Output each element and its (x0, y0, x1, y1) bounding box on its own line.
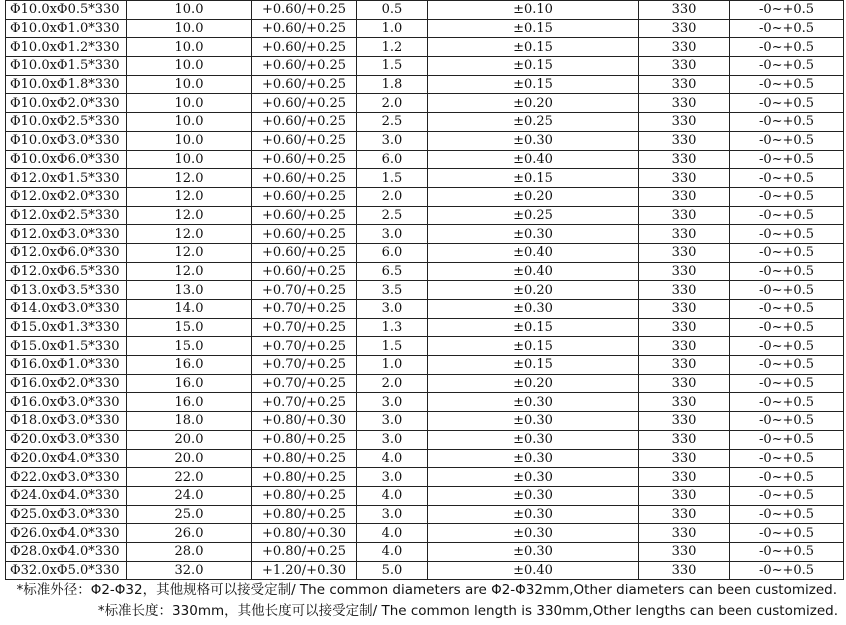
outer-diameter-cell: 24.0 (127, 486, 252, 505)
spec-cell: Φ15.0xΦ1.3*330 (6, 318, 127, 337)
spec-table-body (6, 1, 844, 580)
length-cell: 330 (639, 1, 730, 20)
id-tolerance-cell: ±0.40 (428, 150, 639, 169)
od-tolerance-cell: +0.60/+0.25 (252, 206, 357, 225)
inner-diameter-cell: 2.0 (357, 374, 428, 393)
od-tolerance-cell: +0.70/+0.25 (252, 281, 357, 300)
length-tolerance-cell: -0~+0.5 (730, 281, 844, 300)
length-tolerance-cell: -0~+0.5 (730, 468, 844, 487)
length-cell: 330 (639, 262, 730, 281)
inner-diameter-cell: 1.8 (357, 75, 428, 94)
table-row (6, 561, 844, 580)
id-tolerance-cell: ±0.15 (428, 38, 639, 57)
inner-diameter-cell: 2.0 (357, 187, 428, 206)
id-tolerance-cell: ±0.30 (428, 131, 639, 150)
table-row (6, 281, 844, 300)
length-cell: 330 (639, 318, 730, 337)
length-cell: 330 (639, 131, 730, 150)
outer-diameter-cell: 10.0 (127, 131, 252, 150)
spec-cell: Φ10.0xΦ1.0*330 (6, 19, 127, 38)
od-tolerance-cell: +0.60/+0.25 (252, 187, 357, 206)
length-tolerance-cell: -0~+0.5 (730, 169, 844, 188)
id-tolerance-cell: ±0.15 (428, 318, 639, 337)
spec-cell: Φ20.0xΦ4.0*330 (6, 449, 127, 468)
id-tolerance-cell: ±0.25 (428, 113, 639, 132)
spec-cell: Φ10.0xΦ2.0*330 (6, 94, 127, 113)
length-cell: 330 (639, 281, 730, 300)
table-row (6, 430, 844, 449)
od-tolerance-cell: +0.80/+0.25 (252, 486, 357, 505)
table-row (6, 38, 844, 57)
od-tolerance-cell: +0.80/+0.25 (252, 505, 357, 524)
outer-diameter-cell: 25.0 (127, 505, 252, 524)
inner-diameter-cell: 1.5 (357, 57, 428, 76)
inner-diameter-cell: 2.5 (357, 206, 428, 225)
table-row (6, 1, 844, 20)
length-cell: 330 (639, 542, 730, 561)
length-tolerance-cell: -0~+0.5 (730, 131, 844, 150)
inner-diameter-cell: 3.0 (357, 225, 428, 244)
od-tolerance-cell: +0.60/+0.25 (252, 243, 357, 262)
table-row (6, 412, 844, 431)
table-row (6, 113, 844, 132)
outer-diameter-cell: 10.0 (127, 94, 252, 113)
outer-diameter-cell: 20.0 (127, 430, 252, 449)
spec-cell: Φ32.0xΦ5.0*330 (6, 561, 127, 580)
inner-diameter-cell: 4.0 (357, 486, 428, 505)
length-tolerance-cell: -0~+0.5 (730, 412, 844, 431)
od-tolerance-cell: +0.60/+0.25 (252, 131, 357, 150)
inner-diameter-cell: 1.0 (357, 19, 428, 38)
length-cell: 330 (639, 169, 730, 188)
od-tolerance-cell: +0.80/+0.30 (252, 524, 357, 543)
id-tolerance-cell: ±0.30 (428, 505, 639, 524)
inner-diameter-cell: 3.0 (357, 468, 428, 487)
od-tolerance-cell: +0.60/+0.25 (252, 19, 357, 38)
outer-diameter-cell: 10.0 (127, 1, 252, 20)
outer-diameter-cell: 12.0 (127, 225, 252, 244)
id-tolerance-cell: ±0.30 (428, 542, 639, 561)
length-cell: 330 (639, 19, 730, 38)
spec-cell: Φ10.0xΦ6.0*330 (6, 150, 127, 169)
od-tolerance-cell: +1.20/+0.30 (252, 561, 357, 580)
length-tolerance-cell: -0~+0.5 (730, 542, 844, 561)
outer-diameter-cell: 10.0 (127, 150, 252, 169)
spec-cell: Φ26.0xΦ4.0*330 (6, 524, 127, 543)
od-tolerance-cell: +0.70/+0.25 (252, 356, 357, 375)
inner-diameter-cell: 0.5 (357, 1, 428, 20)
id-tolerance-cell: ±0.30 (428, 486, 639, 505)
length-tolerance-cell: -0~+0.5 (730, 225, 844, 244)
length-tolerance-cell: -0~+0.5 (730, 206, 844, 225)
inner-diameter-cell: 4.0 (357, 524, 428, 543)
inner-diameter-cell: 3.5 (357, 281, 428, 300)
spec-cell: Φ10.0xΦ1.8*330 (6, 75, 127, 94)
spec-cell: Φ28.0xΦ4.0*330 (6, 542, 127, 561)
table-row (6, 524, 844, 543)
length-cell: 330 (639, 337, 730, 356)
outer-diameter-cell: 10.0 (127, 38, 252, 57)
inner-diameter-cell: 3.0 (357, 300, 428, 319)
outer-diameter-cell: 10.0 (127, 19, 252, 38)
id-tolerance-cell: ±0.30 (428, 449, 639, 468)
inner-diameter-cell: 6.5 (357, 262, 428, 281)
id-tolerance-cell: ±0.40 (428, 561, 639, 580)
spec-cell: Φ12.0xΦ6.5*330 (6, 262, 127, 281)
id-tolerance-cell: ±0.15 (428, 337, 639, 356)
spec-cell: Φ16.0xΦ3.0*330 (6, 393, 127, 412)
table-row (6, 206, 844, 225)
id-tolerance-cell: ±0.15 (428, 57, 639, 76)
length-tolerance-cell: -0~+0.5 (730, 300, 844, 319)
od-tolerance-cell: +0.80/+0.30 (252, 412, 357, 431)
id-tolerance-cell: ±0.15 (428, 356, 639, 375)
length-cell: 330 (639, 187, 730, 206)
spec-cell: Φ15.0xΦ1.5*330 (6, 337, 127, 356)
inner-diameter-cell: 6.0 (357, 150, 428, 169)
od-tolerance-cell: +0.60/+0.25 (252, 38, 357, 57)
spec-cell: Φ20.0xΦ3.0*330 (6, 430, 127, 449)
od-tolerance-cell: +0.70/+0.25 (252, 300, 357, 319)
length-cell: 330 (639, 468, 730, 487)
spec-cell: Φ12.0xΦ3.0*330 (6, 225, 127, 244)
inner-diameter-cell: 3.0 (357, 505, 428, 524)
table-row (6, 468, 844, 487)
od-tolerance-cell: +0.60/+0.25 (252, 225, 357, 244)
spec-cell: Φ12.0xΦ2.0*330 (6, 187, 127, 206)
length-tolerance-cell: -0~+0.5 (730, 374, 844, 393)
id-tolerance-cell: ±0.30 (428, 430, 639, 449)
table-row (6, 19, 844, 38)
length-tolerance-cell: -0~+0.5 (730, 57, 844, 76)
length-tolerance-cell: -0~+0.5 (730, 262, 844, 281)
outer-diameter-cell: 10.0 (127, 57, 252, 76)
od-tolerance-cell: +0.60/+0.25 (252, 169, 357, 188)
length-cell: 330 (639, 113, 730, 132)
length-cell: 330 (639, 75, 730, 94)
length-tolerance-cell: -0~+0.5 (730, 75, 844, 94)
id-tolerance-cell: ±0.15 (428, 19, 639, 38)
spec-table (5, 0, 844, 580)
table-row (6, 150, 844, 169)
inner-diameter-cell: 3.0 (357, 412, 428, 431)
outer-diameter-cell: 12.0 (127, 243, 252, 262)
spec-cell: Φ10.0xΦ1.5*330 (6, 57, 127, 76)
table-row (6, 131, 844, 150)
outer-diameter-cell: 26.0 (127, 524, 252, 543)
spec-cell: Φ10.0xΦ3.0*330 (6, 131, 127, 150)
od-tolerance-cell: +0.60/+0.25 (252, 75, 357, 94)
length-tolerance-cell: -0~+0.5 (730, 94, 844, 113)
length-cell: 330 (639, 206, 730, 225)
od-tolerance-cell: +0.80/+0.25 (252, 430, 357, 449)
inner-diameter-cell: 2.0 (357, 94, 428, 113)
od-tolerance-cell: +0.80/+0.25 (252, 542, 357, 561)
inner-diameter-cell: 5.0 (357, 561, 428, 580)
id-tolerance-cell: ±0.30 (428, 412, 639, 431)
table-row (6, 169, 844, 188)
outer-diameter-cell: 10.0 (127, 113, 252, 132)
id-tolerance-cell: ±0.10 (428, 1, 639, 20)
length-tolerance-cell: -0~+0.5 (730, 19, 844, 38)
outer-diameter-cell: 12.0 (127, 187, 252, 206)
spec-cell: Φ10.0xΦ2.5*330 (6, 113, 127, 132)
spec-cell: Φ18.0xΦ3.0*330 (6, 412, 127, 431)
od-tolerance-cell: +0.70/+0.25 (252, 374, 357, 393)
outer-diameter-cell: 10.0 (127, 75, 252, 94)
id-tolerance-cell: ±0.40 (428, 262, 639, 281)
length-cell: 330 (639, 486, 730, 505)
table-row (6, 393, 844, 412)
outer-diameter-cell: 14.0 (127, 300, 252, 319)
table-row (6, 57, 844, 76)
length-cell: 330 (639, 38, 730, 57)
outer-diameter-cell: 16.0 (127, 393, 252, 412)
table-row (6, 300, 844, 319)
od-tolerance-cell: +0.70/+0.25 (252, 393, 357, 412)
length-cell: 330 (639, 374, 730, 393)
outer-diameter-cell: 22.0 (127, 468, 252, 487)
spec-cell: Φ12.0xΦ1.5*330 (6, 169, 127, 188)
table-row (6, 262, 844, 281)
length-tolerance-cell: -0~+0.5 (730, 505, 844, 524)
inner-diameter-cell: 2.5 (357, 113, 428, 132)
length-tolerance-cell: -0~+0.5 (730, 524, 844, 543)
table-row (6, 225, 844, 244)
length-cell: 330 (639, 243, 730, 262)
table-row (6, 94, 844, 113)
inner-diameter-cell: 3.0 (357, 131, 428, 150)
inner-diameter-cell: 3.0 (357, 430, 428, 449)
od-tolerance-cell: +0.60/+0.25 (252, 113, 357, 132)
length-cell: 330 (639, 94, 730, 113)
length-tolerance-cell: -0~+0.5 (730, 187, 844, 206)
inner-diameter-cell: 1.3 (357, 318, 428, 337)
outer-diameter-cell: 16.0 (127, 356, 252, 375)
table-row (6, 75, 844, 94)
spec-cell: Φ12.0xΦ2.5*330 (6, 206, 127, 225)
inner-diameter-cell: 4.0 (357, 449, 428, 468)
spec-cell: Φ12.0xΦ6.0*330 (6, 243, 127, 262)
table-row (6, 505, 844, 524)
table-row (6, 486, 844, 505)
id-tolerance-cell: ±0.15 (428, 169, 639, 188)
table-row (6, 449, 844, 468)
id-tolerance-cell: ±0.40 (428, 243, 639, 262)
od-tolerance-cell: +0.70/+0.25 (252, 318, 357, 337)
table-row (6, 337, 844, 356)
length-cell: 330 (639, 356, 730, 375)
outer-diameter-cell: 15.0 (127, 337, 252, 356)
spec-cell: Φ22.0xΦ3.0*330 (6, 468, 127, 487)
outer-diameter-cell: 28.0 (127, 542, 252, 561)
length-tolerance-cell: -0~+0.5 (730, 38, 844, 57)
outer-diameter-cell: 12.0 (127, 262, 252, 281)
inner-diameter-cell: 1.0 (357, 356, 428, 375)
length-tolerance-cell: -0~+0.5 (730, 150, 844, 169)
outer-diameter-cell: 12.0 (127, 169, 252, 188)
outer-diameter-cell: 12.0 (127, 206, 252, 225)
length-tolerance-cell: -0~+0.5 (730, 486, 844, 505)
length-tolerance-cell: -0~+0.5 (730, 1, 844, 20)
table-row (6, 542, 844, 561)
outer-diameter-cell: 16.0 (127, 374, 252, 393)
id-tolerance-cell: ±0.15 (428, 75, 639, 94)
id-tolerance-cell: ±0.20 (428, 187, 639, 206)
table-row (6, 356, 844, 375)
inner-diameter-cell: 4.0 (357, 542, 428, 561)
length-cell: 330 (639, 225, 730, 244)
table-row (6, 374, 844, 393)
spec-cell: Φ25.0xΦ3.0*330 (6, 505, 127, 524)
id-tolerance-cell: ±0.25 (428, 206, 639, 225)
id-tolerance-cell: ±0.30 (428, 225, 639, 244)
length-tolerance-cell: -0~+0.5 (730, 243, 844, 262)
od-tolerance-cell: +0.60/+0.25 (252, 94, 357, 113)
id-tolerance-cell: ±0.20 (428, 94, 639, 113)
od-tolerance-cell: +0.60/+0.25 (252, 262, 357, 281)
length-tolerance-cell: -0~+0.5 (730, 113, 844, 132)
table-row (6, 187, 844, 206)
length-cell: 330 (639, 561, 730, 580)
footnotes (0, 580, 840, 622)
inner-diameter-cell: 3.0 (357, 393, 428, 412)
length-tolerance-cell: -0~+0.5 (730, 561, 844, 580)
length-tolerance-cell: -0~+0.5 (730, 356, 844, 375)
length-cell: 330 (639, 449, 730, 468)
spec-cell: Φ16.0xΦ2.0*330 (6, 374, 127, 393)
outer-diameter-cell: 20.0 (127, 449, 252, 468)
outer-diameter-cell: 18.0 (127, 412, 252, 431)
length-tolerance-cell: -0~+0.5 (730, 337, 844, 356)
od-tolerance-cell: +0.60/+0.25 (252, 1, 357, 20)
outer-diameter-cell: 15.0 (127, 318, 252, 337)
length-cell: 330 (639, 300, 730, 319)
inner-diameter-cell: 6.0 (357, 243, 428, 262)
id-tolerance-cell: ±0.20 (428, 281, 639, 300)
id-tolerance-cell: ±0.30 (428, 524, 639, 543)
length-cell: 330 (639, 430, 730, 449)
id-tolerance-cell: ±0.30 (428, 300, 639, 319)
od-tolerance-cell: +0.60/+0.25 (252, 150, 357, 169)
length-cell: 330 (639, 150, 730, 169)
spec-cell: Φ24.0xΦ4.0*330 (6, 486, 127, 505)
inner-diameter-cell: 1.5 (357, 337, 428, 356)
length-tolerance-cell: -0~+0.5 (730, 449, 844, 468)
table-row (6, 318, 844, 337)
spec-cell: Φ10.0xΦ1.2*330 (6, 38, 127, 57)
id-tolerance-cell: ±0.30 (428, 393, 639, 412)
od-tolerance-cell: +0.80/+0.25 (252, 468, 357, 487)
id-tolerance-cell: ±0.30 (428, 468, 639, 487)
diameter-note: *标准外径：Φ2-Φ32，其他规格可以接受定制/ The common diameters are Φ2-Φ32mm,Other diameters can been customized. (16, 582, 837, 598)
spec-cell: Φ10.0xΦ0.5*330 (6, 1, 127, 20)
length-tolerance-cell: -0~+0.5 (730, 318, 844, 337)
length-cell: 330 (639, 524, 730, 543)
spec-cell: Φ16.0xΦ1.0*330 (6, 356, 127, 375)
od-tolerance-cell: +0.80/+0.25 (252, 449, 357, 468)
spec-cell: Φ13.0xΦ3.5*330 (6, 281, 127, 300)
length-tolerance-cell: -0~+0.5 (730, 430, 844, 449)
length-note: *标准长度：330mm，其他长度可以接受定制/ The common length is 330mm,Other lengths can been customized. (97, 603, 838, 619)
od-tolerance-cell: +0.70/+0.25 (252, 337, 357, 356)
length-cell: 330 (639, 393, 730, 412)
inner-diameter-cell: 1.2 (357, 38, 428, 57)
length-cell: 330 (639, 505, 730, 524)
id-tolerance-cell: ±0.20 (428, 374, 639, 393)
outer-diameter-cell: 13.0 (127, 281, 252, 300)
length-cell: 330 (639, 412, 730, 431)
spec-cell: Φ14.0xΦ3.0*330 (6, 300, 127, 319)
outer-diameter-cell: 32.0 (127, 561, 252, 580)
table-row (6, 243, 844, 262)
length-tolerance-cell: -0~+0.5 (730, 393, 844, 412)
od-tolerance-cell: +0.60/+0.25 (252, 57, 357, 76)
inner-diameter-cell: 1.5 (357, 169, 428, 188)
length-cell: 330 (639, 57, 730, 76)
